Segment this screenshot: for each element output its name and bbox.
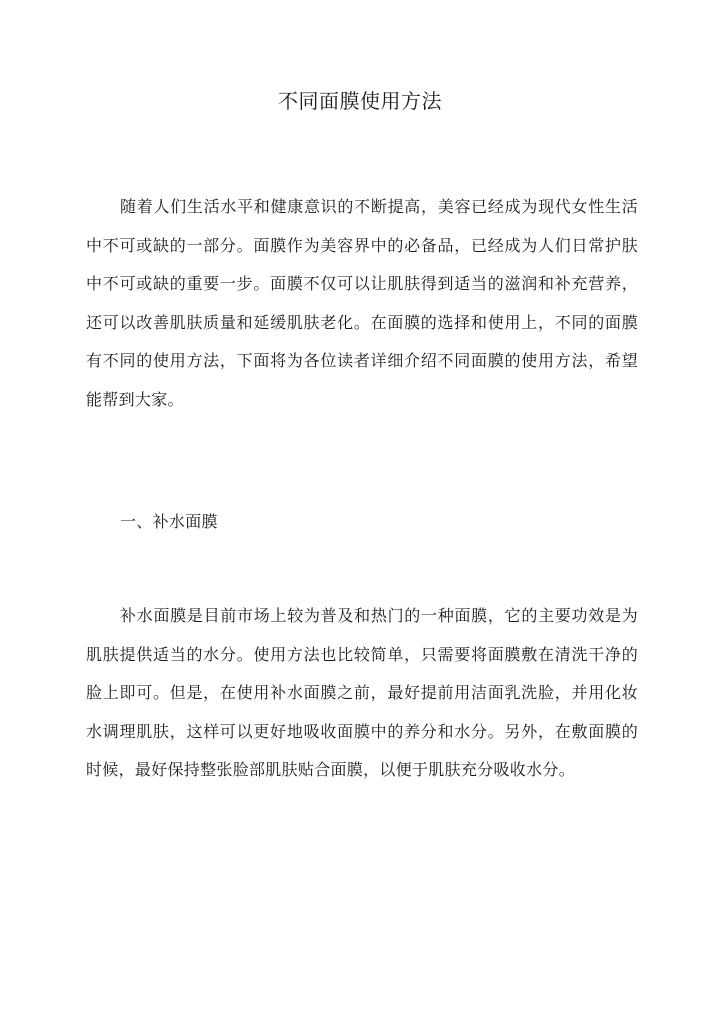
section-paragraph: 补水面膜是目前市场上较为普及和热门的一种面膜，它的主要功效是为肌肤提供适当的水分。使用方法也比较简单，只需要将面膜敷在清洗干净的脸上即可。但是，在使用补水面膜之前，最好提前用洁面乳洗脸，并用化妆水调理肌肤，这样可以更好地吸收面膜中的养分和水分。另外，在敷面膜的时候，最好保持整张脸部肌肤贴合面膜，以便于肌肤充分吸收水分。 — [86, 606, 638, 779]
intro-paragraph: 随着人们生活水平和健康意识的不断提高，美容已经成为现代女性生活中不可或缺的一部分。面膜作为美容界中的必备品，已经成为人们日常护肤中不可或缺的重要一步。面膜不仅可以让肌肤得到适当的滋润和补充营养，还可以改善肌肤质量和延缓肌肤老化。在面膜的选择和使用上，不同的面膜有不同的使用方法，下面将为各位读者详细介绍不同面膜的使用方法，希望能帮到大家。 — [86, 197, 638, 409]
section-heading: 一、补水面膜 — [120, 512, 218, 531]
document-title: 不同面膜使用方法 — [278, 89, 442, 113]
